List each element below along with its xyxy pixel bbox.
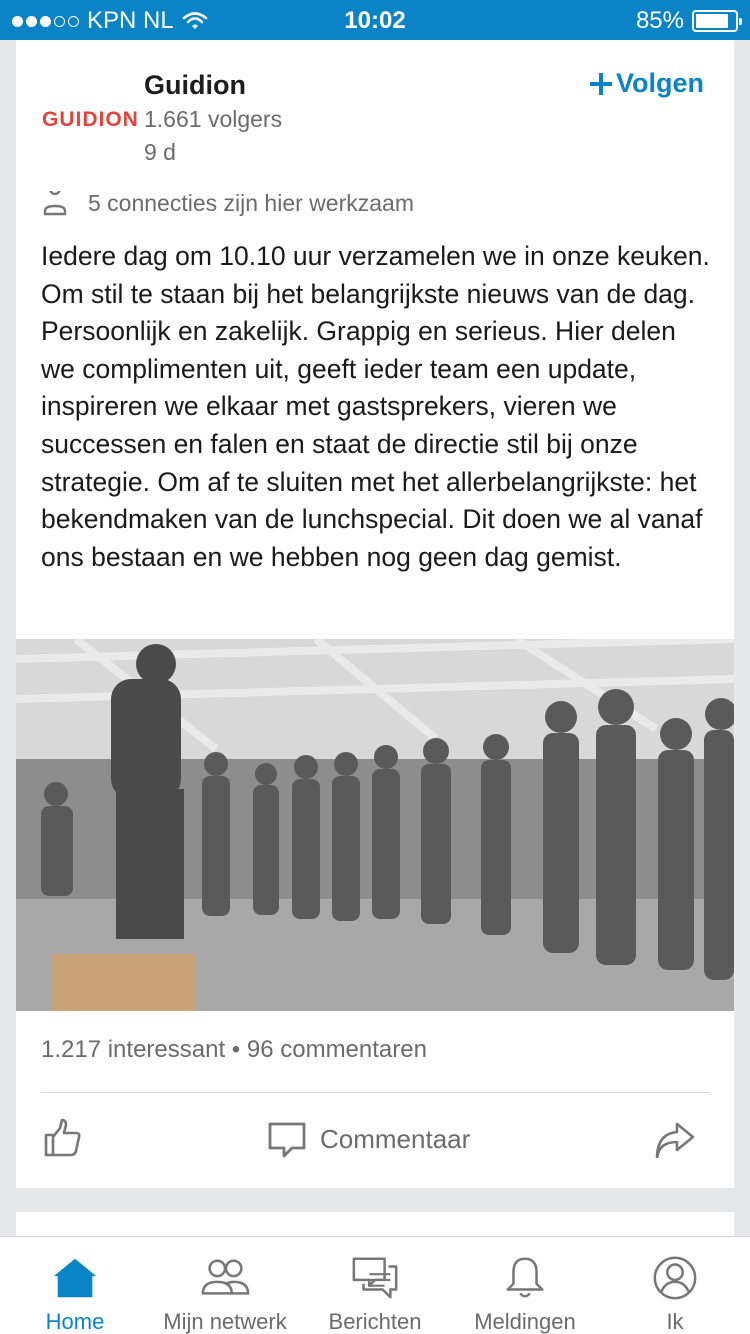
share-button[interactable] bbox=[654, 1120, 696, 1162]
bottom-tab-bar bbox=[0, 1236, 750, 1334]
follower-count: 1.661 volgers bbox=[144, 106, 283, 132]
like-button[interactable] bbox=[42, 1117, 84, 1159]
tab-messages[interactable] bbox=[300, 1237, 450, 1334]
network-icon bbox=[199, 1253, 251, 1303]
tab-notifications[interactable] bbox=[450, 1237, 600, 1334]
tab-label: Home bbox=[45, 1309, 105, 1334]
profile-icon bbox=[649, 1253, 701, 1303]
tab-label: Berichten bbox=[328, 1309, 422, 1334]
bell-icon bbox=[499, 1253, 551, 1303]
home-icon bbox=[49, 1253, 101, 1303]
plus-icon bbox=[588, 71, 614, 97]
photo-illustration bbox=[16, 639, 734, 1011]
connections-text: 5 connecties zijn hier werkzaam bbox=[88, 190, 414, 216]
company-name[interactable]: Guidion bbox=[144, 70, 246, 100]
messages-icon bbox=[349, 1253, 401, 1303]
status-bar bbox=[0, 0, 750, 40]
comment-button[interactable] bbox=[266, 1118, 470, 1160]
carrier-name: KPN NL bbox=[87, 7, 174, 34]
comment-label: Commentaar bbox=[320, 1123, 471, 1154]
clock: 10:02 bbox=[344, 7, 406, 34]
post-photo[interactable] bbox=[16, 639, 734, 1011]
engagement-stats[interactable]: 1.217 interessant • 96 commentaren bbox=[41, 1036, 427, 1063]
connections-info[interactable] bbox=[42, 190, 414, 217]
battery-icon bbox=[692, 10, 738, 32]
tab-my-network[interactable] bbox=[150, 1237, 300, 1334]
follow-label: Volgen bbox=[615, 68, 704, 98]
tab-home[interactable] bbox=[0, 1237, 150, 1334]
divider bbox=[41, 1092, 710, 1093]
thumbs-up-icon bbox=[42, 1117, 84, 1159]
feed-post-card bbox=[16, 40, 734, 1188]
share-arrow-icon bbox=[654, 1120, 696, 1162]
status-right bbox=[636, 7, 738, 35]
tab-label: Mijn netwerk bbox=[163, 1309, 287, 1334]
person-icon bbox=[42, 191, 68, 217]
tab-me[interactable] bbox=[600, 1237, 750, 1334]
company-logo[interactable]: GUIDION bbox=[42, 108, 139, 131]
tab-label: Meldingen bbox=[474, 1309, 576, 1334]
battery-percent: 85% bbox=[635, 7, 684, 34]
post-age: 9 d bbox=[144, 139, 176, 165]
post-body-text: Iedere dag om 10.10 uur verzamelen we in onze keuken. Om stil te staan bij het belangrijkste nieuws van de dag. Persoonlijk en zakelijk. Grappig en serieus. Hier delen we complimenten uit, geeft ieder team een update, inspireren we elkaar met gastsprekers, vieren we successen en falen en staat de directie stil bij onze strategie. Om af te sluiten met het allerbelangrijkste: het bekendmaken van de lunchspecial. Dit doen we al vanaf ons bestaan en we hebben nog geen dag gemist. bbox=[41, 241, 710, 572]
tab-label: Ik bbox=[666, 1309, 684, 1334]
battery-fill bbox=[696, 14, 728, 28]
comment-icon bbox=[266, 1118, 308, 1160]
follow-button[interactable] bbox=[588, 68, 704, 99]
